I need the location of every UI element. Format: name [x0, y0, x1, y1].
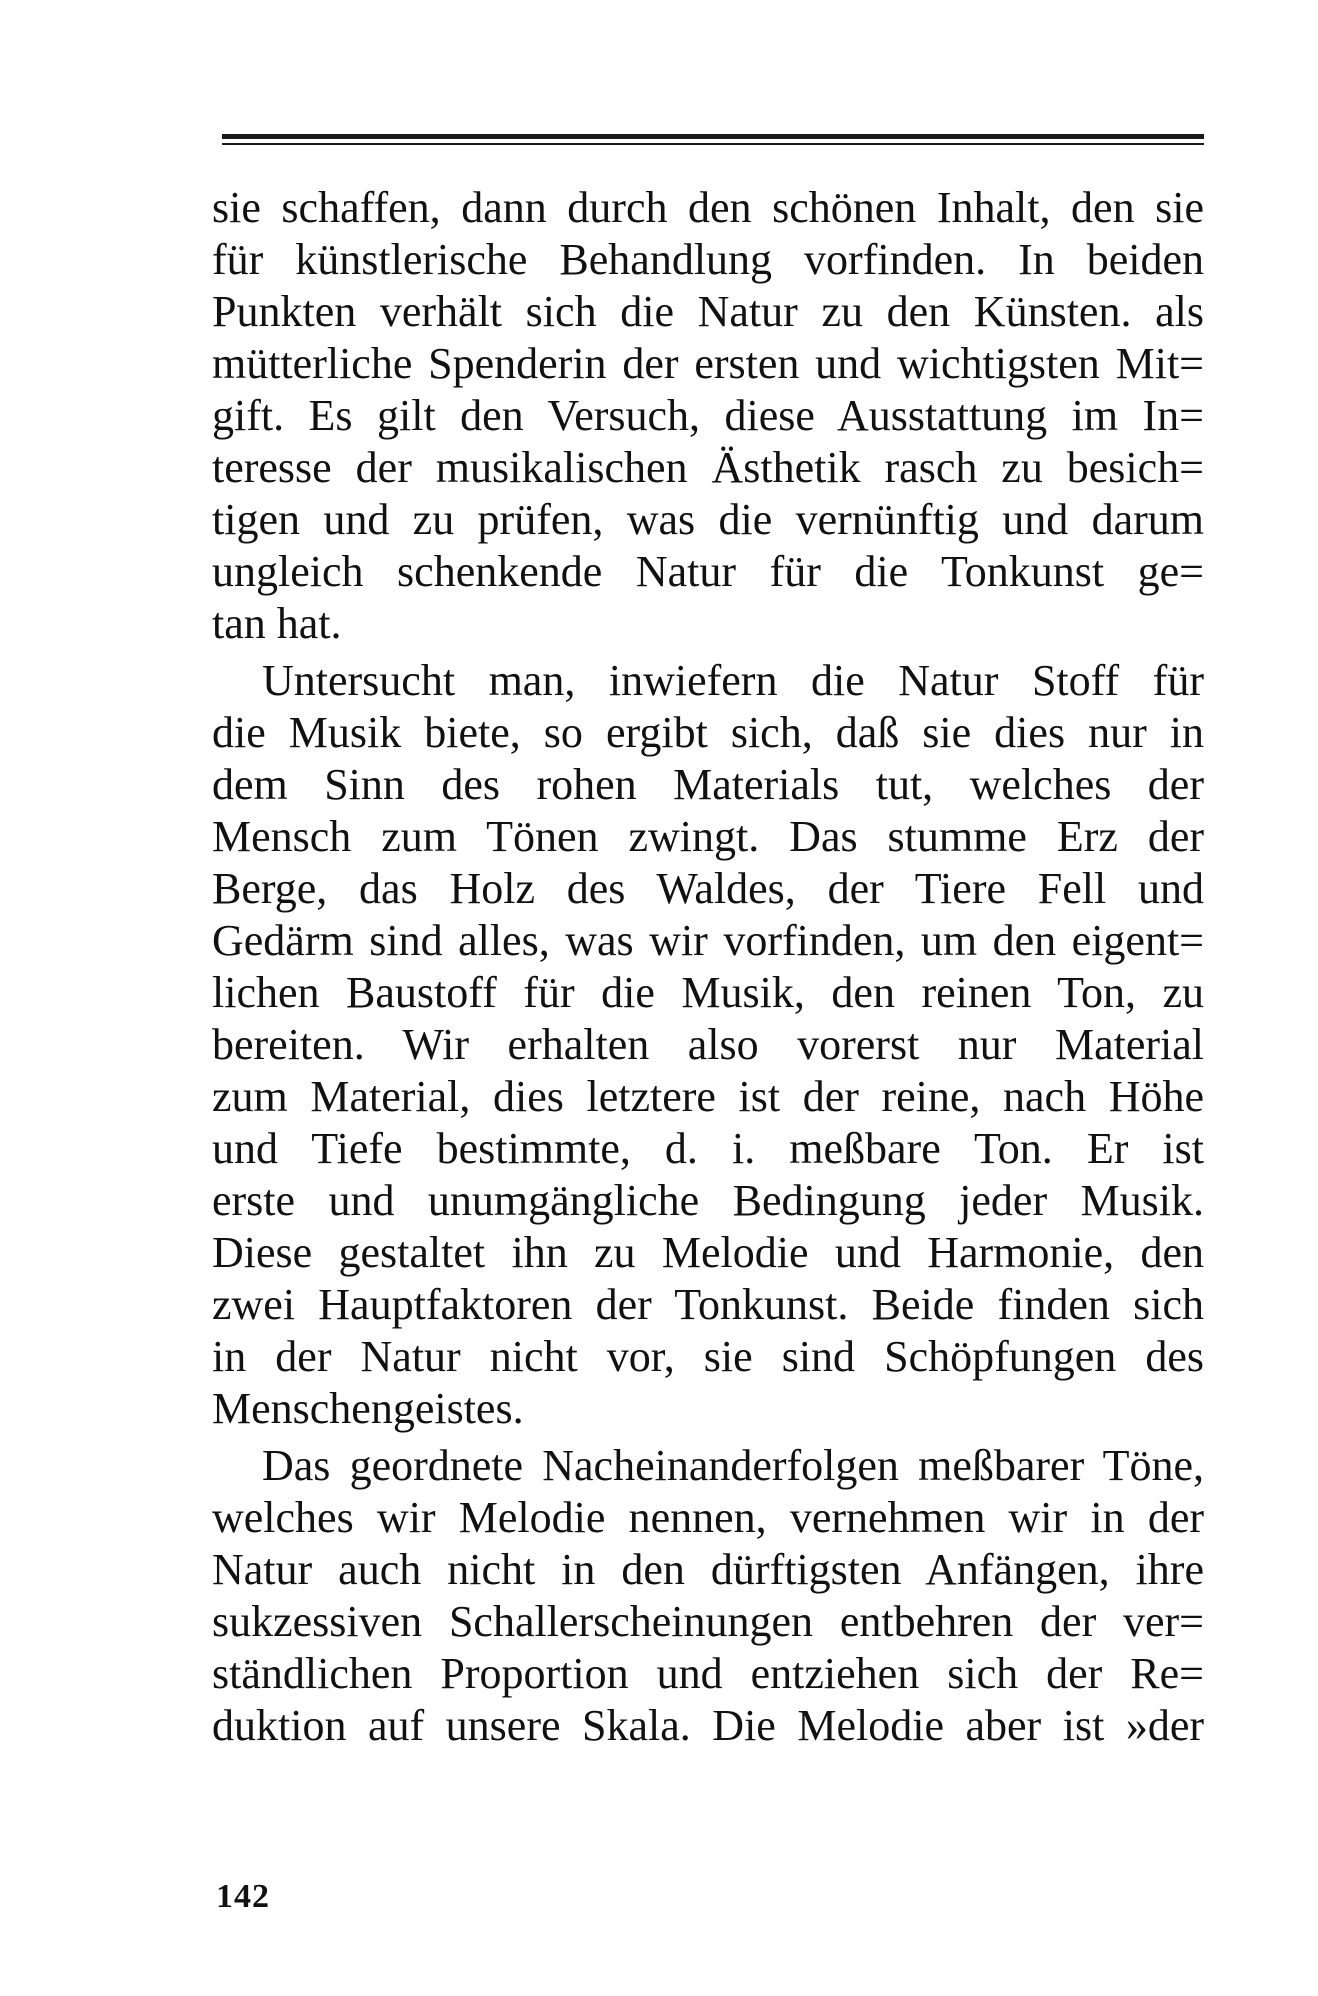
text-line: Das geordnete Nacheinanderfolgen meßbarer Töne, [262, 1441, 1204, 1490]
header-rule-thin [222, 143, 1204, 145]
text-line: tan hat. [212, 599, 342, 648]
text-line: dem Sinn des rohen Materials tut, welches der [212, 760, 1204, 809]
text-line: Untersucht man, inwiefern die Natur Stoff für [262, 656, 1204, 705]
text-line: ungleich schenkende Natur für die Tonkunst ge= [212, 547, 1204, 596]
text-line: erste und unumgängliche Bedingung jeder Musik. [212, 1176, 1204, 1225]
text-line: sukzessiven Schallerscheinungen entbehren der ver= [212, 1597, 1204, 1646]
page-number: 142 [216, 1878, 270, 1915]
paragraph-3 [212, 1440, 1204, 1752]
text-line: gift. Es gilt den Versuch, diese Ausstattung im In= [212, 391, 1204, 440]
text-line: lichen Baustoff für die Musik, den reinen Ton, zu [212, 968, 1204, 1017]
text-line: duktion auf unsere Skala. Die Melodie aber ist »der [212, 1701, 1204, 1750]
text-line: Punkten verhält sich die Natur zu den Künsten. als [212, 287, 1204, 336]
header-rule-thick [222, 134, 1204, 139]
text-line: Mensch zum Tönen zwingt. Das stumme Erz der [212, 812, 1204, 861]
page-text [212, 182, 1204, 1752]
text-line: Diese gestaltet ihn zu Melodie und Harmonie, den [212, 1228, 1204, 1277]
text-line: Gedärm sind alles, was wir vorfinden, um den eigent= [212, 916, 1204, 965]
text-line: und Tiefe bestimmte, d. i. meßbare Ton. Er ist [212, 1124, 1204, 1173]
text-line: zum Material, dies letztere ist der reine, nach Höhe [212, 1072, 1204, 1121]
text-line: in der Natur nicht vor, sie sind Schöpfungen des [212, 1332, 1204, 1381]
text-line: Natur auch nicht in den dürftigsten Anfängen, ihre [212, 1545, 1204, 1594]
text-line: Berge, das Holz des Waldes, der Tiere Fell und [212, 864, 1204, 913]
text-line: die Musik biete, so ergibt sich, daß sie dies nur in [212, 708, 1204, 757]
text-line: tigen und zu prüfen, was die vernünftig und darum [212, 495, 1204, 544]
text-line: sie schaffen, dann durch den schönen Inhalt, den sie [212, 183, 1204, 232]
text-line: teresse der musikalischen Ästhetik rasch zu besich= [212, 443, 1204, 492]
paragraph-1 [212, 182, 1204, 650]
text-line: welches wir Melodie nennen, vernehmen wir in der [212, 1493, 1204, 1542]
text-line: für künstlerische Behandlung vorfinden. In beiden [212, 235, 1204, 284]
text-line: mütterliche Spenderin der ersten und wichtigsten Mit= [212, 339, 1204, 388]
text-line: zwei Hauptfaktoren der Tonkunst. Beide finden sich [212, 1280, 1204, 1329]
paragraph-2 [212, 655, 1204, 1435]
text-line: ständlichen Proportion und entziehen sich der Re= [212, 1649, 1204, 1698]
text-line: bereiten. Wir erhalten also vorerst nur Material [212, 1020, 1204, 1069]
text-line: Menschengeistes. [212, 1384, 524, 1433]
